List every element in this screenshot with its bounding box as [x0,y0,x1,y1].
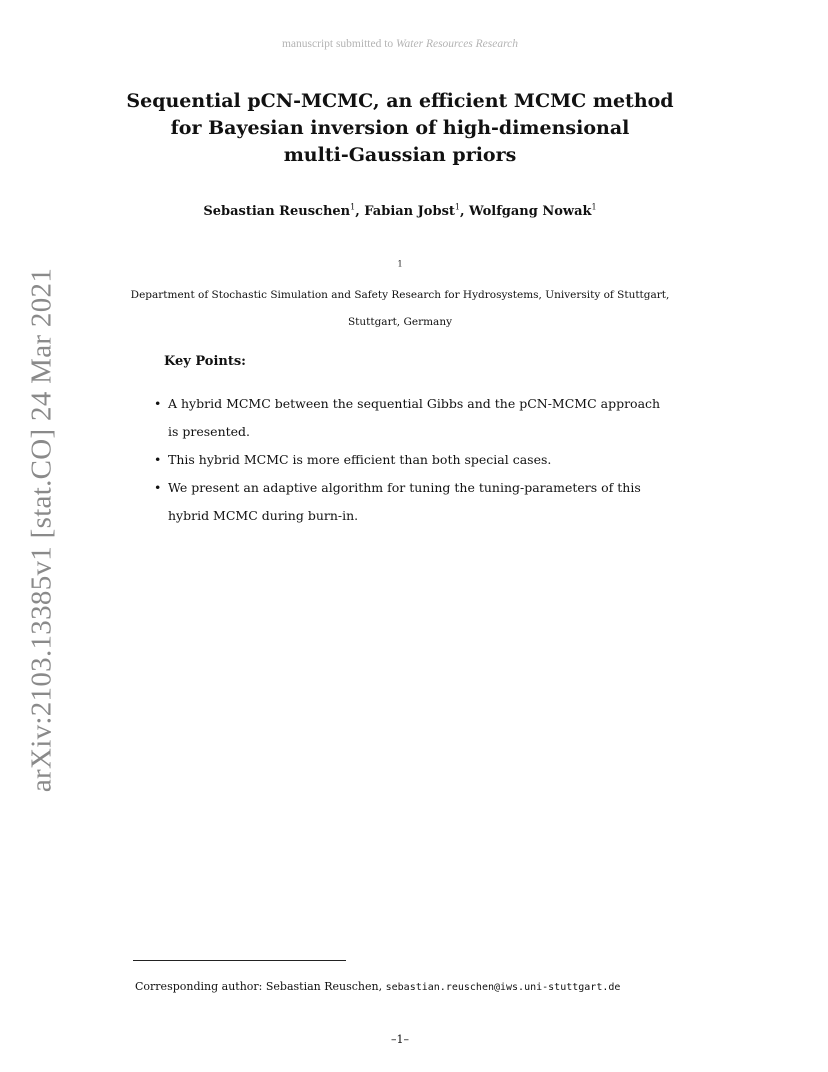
page-number: –1– [391,1033,409,1046]
key-points-heading: Key Points: [164,354,246,369]
affiliation-marker: 1 [397,259,403,269]
affiliation [0,255,800,336]
bullet-icon: • [154,480,162,495]
running-header-prefix: manuscript submitted to [281,38,394,50]
bullet-icon: • [154,452,162,467]
bullet-icon: • [154,396,162,411]
key-point-item [152,474,672,530]
author-name: Fabian Jobst [364,204,455,219]
author-separator: , [355,204,365,219]
title-line: for Bayesian inversion of high-dimensional [170,117,630,139]
author-email: sebastian.reuschen@iws.uni-stuttgart.de [385,982,621,993]
arxiv-stamp: arXiv:2103.13385v1 [stat.CO] 24 Mar 2021 [25,267,58,793]
author-list [0,204,800,219]
key-point-text: A hybrid MCMC between the sequential Gibbs and the pCN-MCMC approach is presented. [168,396,661,439]
key-point-item [152,446,672,474]
journal-name: Water Resources Research [396,38,519,50]
title-line: multi-Gaussian priors [283,144,517,166]
author-name: Sebastian Reuschen [203,204,351,219]
key-point-text: This hybrid MCMC is more efficient than both special cases. [168,452,552,467]
paper-title [0,88,800,169]
affiliation-line: Stuttgart, Germany [347,316,453,328]
author-affiliation-marker: 1 [591,202,597,212]
author-separator: , [459,204,470,219]
author-affiliation-marker: 1 [350,202,356,212]
footnote-label: Corresponding author: Sebastian Reuschen, [135,980,383,993]
affiliation-text: Department of Stochastic Simulation and Safety Research for Hydrosystems, University of Stuttgart, [130,289,670,301]
key-points-list [152,390,672,530]
key-point-text: We present an adaptive algorithm for tuning the tuning-parameters of this hybrid MCMC during burn-in. [168,480,641,523]
title-line: Sequential pCN-MCMC, an efficient MCMC method [126,90,674,112]
affiliation-line [0,255,800,309]
key-point-item [152,390,672,446]
footnote-divider [133,960,346,961]
author-affiliation-marker: 1 [454,202,460,212]
running-header [0,38,800,50]
author-name: Wolfgang Nowak [469,204,592,219]
corresponding-author-footnote [135,980,620,993]
